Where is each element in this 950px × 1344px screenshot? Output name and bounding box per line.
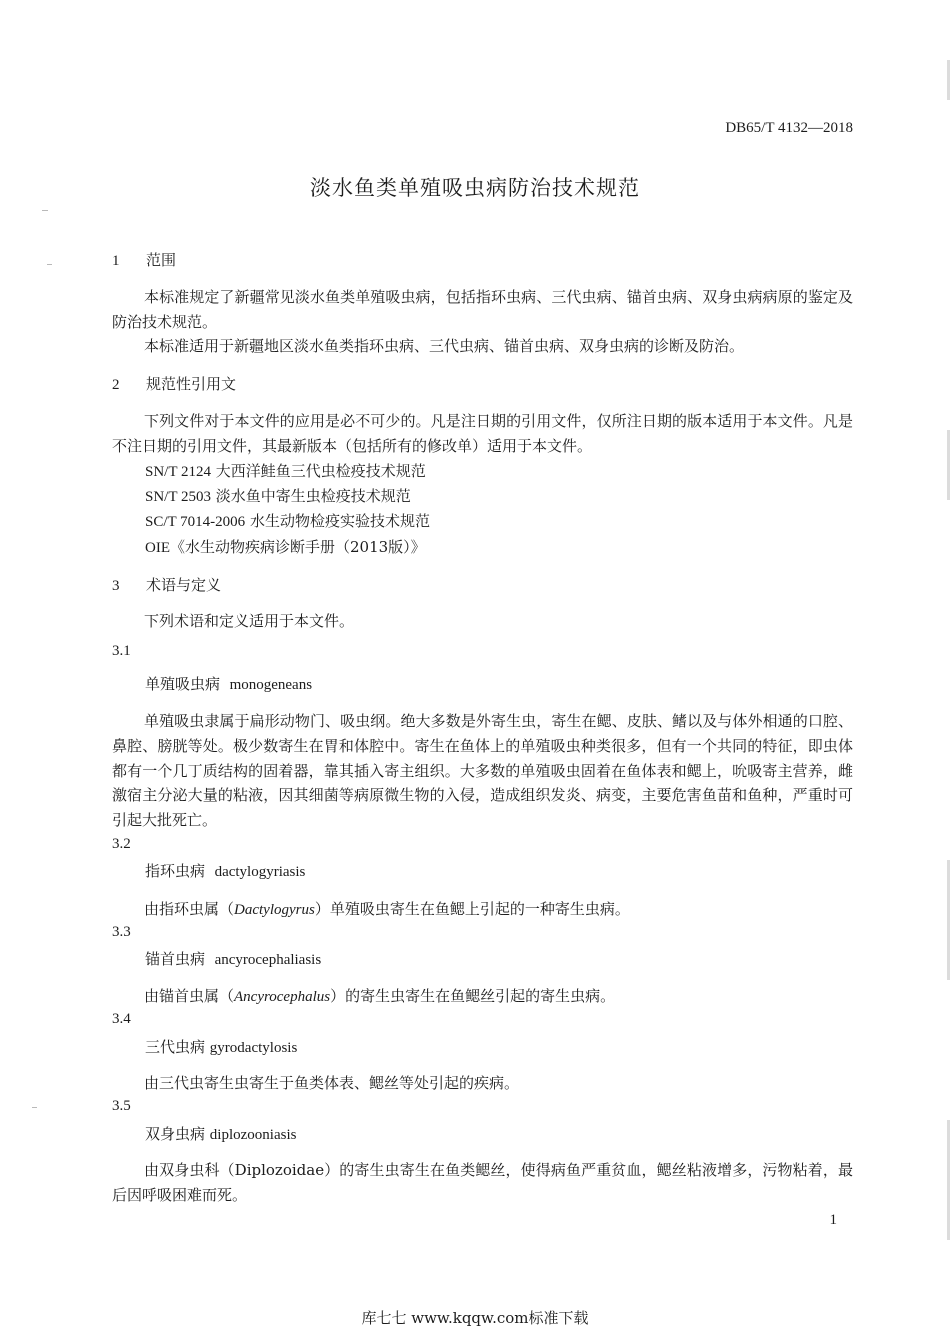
reference-title: 《水生动物疾病诊断手册（2013版）》 bbox=[170, 538, 426, 556]
clause-number: 3.4 bbox=[112, 1011, 131, 1027]
term-definition: 由三代虫寄生虫寄生于鱼类体表、鳃丝等处引起的疾病。 bbox=[144, 1074, 520, 1092]
reference-code: SC/T 7014-2006 bbox=[145, 514, 246, 530]
definition-text: 由锚首虫属（ bbox=[144, 987, 235, 1005]
reference-code: SN/T 2124 bbox=[145, 464, 211, 480]
section-1-paragraph-2: 本标准适用于新疆地区淡水鱼类指环虫病、三代虫病、锚首虫病、双身虫病的诊断及防治。 bbox=[144, 337, 745, 355]
page-number: 1 bbox=[829, 1212, 837, 1228]
term-en: monogeneans bbox=[229, 677, 313, 693]
term-en: gyrodactylosis bbox=[209, 1040, 298, 1056]
scan-mark bbox=[42, 210, 48, 211]
term-definition bbox=[112, 984, 853, 1010]
section-number: 2 bbox=[112, 377, 120, 393]
section-number: 3 bbox=[112, 578, 120, 594]
reference-item bbox=[145, 460, 426, 481]
term-zh: 指环虫病 bbox=[145, 862, 206, 880]
clause-number: 3.1 bbox=[112, 643, 131, 659]
footer-watermark: 库七七 www.kqqw.com标准下载 bbox=[361, 1309, 589, 1327]
document-title: 淡水鱼类单殖吸虫病防治技术规范 bbox=[310, 176, 640, 200]
term-definition: 由双身虫科（Diplozoidae）的寄生虫寄生在鱼类鳃丝，使得病鱼严重贫血，鳃丝粘液增多，污物粘着，最后因呼吸困难而死。 bbox=[112, 1161, 853, 1204]
reference-title: 水生动物检疫实验技术规范 bbox=[249, 512, 430, 530]
latin-genus: Dactylogyrus bbox=[234, 902, 315, 918]
section-1-paragraph-1: 本标准规定了新疆常见淡水鱼类单殖吸虫病，包括指环虫病、三代虫病、锚首虫病、双身虫病病原的鉴定及防治技术规范。 bbox=[112, 288, 853, 331]
term-entry bbox=[145, 860, 305, 881]
section-title: 术语与定义 bbox=[146, 576, 222, 594]
definition-text: 由指环虫属（ bbox=[144, 900, 235, 918]
term-en: dactylogyriasis bbox=[214, 864, 306, 880]
term-definition: 单殖吸虫隶属于扁形动物门、吸虫纲。绝大多数是外寄生虫，寄生在鳃、皮肤、鳍以及与体外相通的口腔、鼻腔、膀胱等处。极少数寄生在胃和体腔中。寄生在鱼体上的单殖吸虫种类很多，但有一个共同的特征，即虫体都有一个几丁质结构的固着器，靠其插入寄主组织。大多数的单殖吸虫固着在鱼体表和鳃上，吮吸寄主营养，雌激宿主分泌大量的粘液，因其细菌等病原微生物的入侵，造成组织发炎、病变，主要危害鱼苗和鱼种，严重时可引起大批死亡。 bbox=[112, 712, 853, 830]
section-1-heading bbox=[112, 249, 176, 270]
reference-code: SN/T 2503 bbox=[145, 489, 211, 505]
definition-text: ）的寄生虫寄生在鱼鳃丝引起的寄生虫病。 bbox=[330, 987, 616, 1005]
section-title: 范围 bbox=[146, 251, 177, 269]
latin-genus: Ancyrocephalus bbox=[234, 989, 331, 1005]
document-code: DB65/T 4132—2018 bbox=[725, 120, 853, 136]
clause-number: 3.3 bbox=[112, 924, 131, 940]
reference-item bbox=[145, 510, 430, 531]
section-2-paragraph-1: 下列文件对于本文件的应用是必不可少的。凡是注日期的引用文件，仅所注日期的版本适用于本文件。凡是不注日期的引用文件，其最新版本（包括所有的修改单）适用于本文件。 bbox=[112, 412, 853, 455]
section-3-paragraph-1: 下列术语和定义适用于本文件。 bbox=[144, 612, 355, 630]
scan-mark bbox=[47, 264, 52, 265]
term-entry bbox=[145, 673, 312, 694]
clause-number: 3.5 bbox=[112, 1098, 131, 1114]
reference-item bbox=[145, 485, 411, 506]
term-zh: 锚首虫病 bbox=[145, 950, 206, 968]
term-en: diplozooniasis bbox=[209, 1127, 297, 1143]
section-3-heading bbox=[112, 574, 221, 595]
term-entry bbox=[145, 948, 321, 969]
term-zh: 三代虫病 bbox=[145, 1038, 206, 1056]
section-title: 规范性引用文 bbox=[146, 375, 237, 393]
section-number: 1 bbox=[112, 253, 120, 269]
reference-item bbox=[145, 536, 426, 557]
definition-text: ）单殖吸虫寄生在鱼鳃上引起的一种寄生虫病。 bbox=[314, 900, 630, 918]
reference-title: 淡水鱼中寄生虫检疫技术规范 bbox=[215, 487, 411, 505]
term-entry bbox=[145, 1123, 296, 1144]
term-entry bbox=[145, 1036, 297, 1057]
scan-mark bbox=[32, 1107, 37, 1108]
term-zh: 单殖吸虫病 bbox=[145, 675, 221, 693]
reference-code: OIE bbox=[145, 540, 170, 556]
term-en: ancyrocephaliasis bbox=[214, 952, 322, 968]
section-2-heading bbox=[112, 373, 236, 394]
clause-number: 3.2 bbox=[112, 836, 131, 852]
reference-title: 大西洋鲑鱼三代虫检疫技术规范 bbox=[215, 462, 426, 480]
term-zh: 双身虫病 bbox=[145, 1125, 206, 1143]
term-definition bbox=[112, 897, 853, 923]
